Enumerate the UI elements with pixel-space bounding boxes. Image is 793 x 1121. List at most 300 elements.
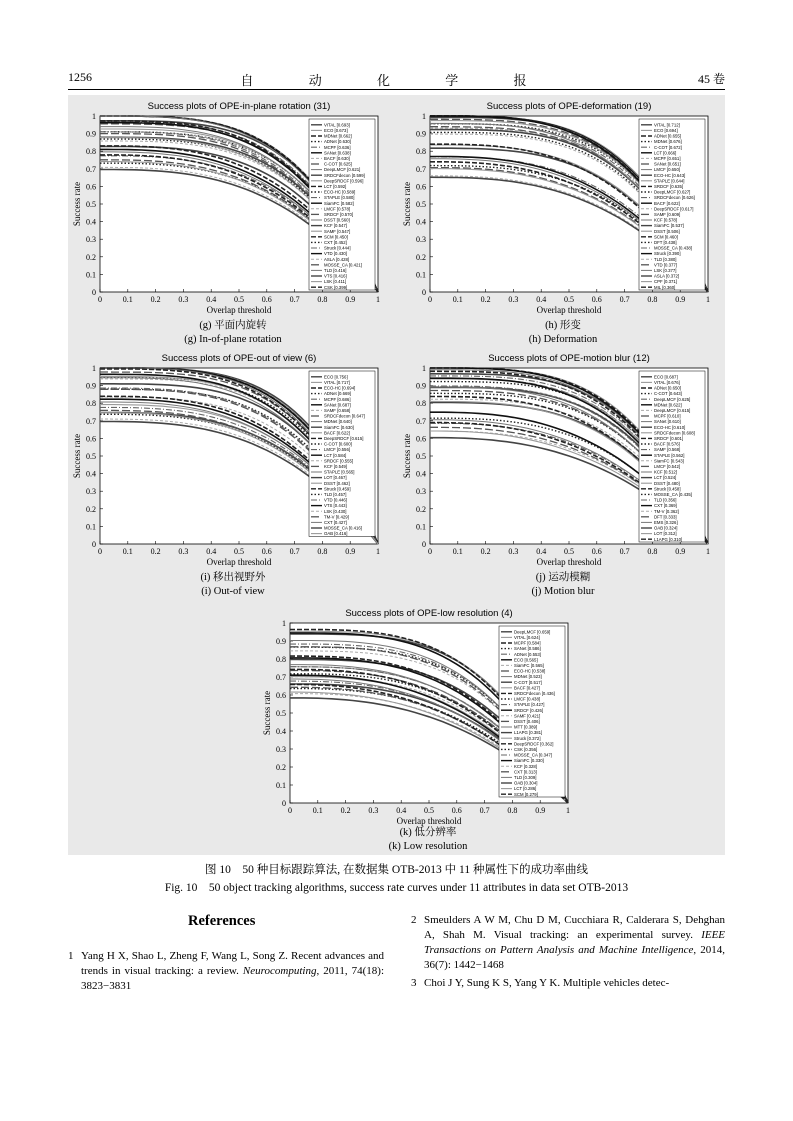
x-tick-label: 0.1 (312, 806, 323, 815)
x-axis-label: Overlap threshold (396, 816, 462, 826)
y-tick-label: 0.3 (86, 235, 96, 245)
reference-authors: Choi J Y, Sung K S, Yang Y K. Multiple vehicles detec- (424, 977, 670, 989)
y-tick-label: 0.3 (416, 487, 426, 497)
x-tick-label: 0.2 (480, 295, 491, 304)
legend-entry: SRDCF [0.570] (324, 212, 354, 217)
reference-3 (411, 976, 725, 991)
x-tick-label: 0.6 (451, 806, 462, 815)
chart-motion-blur (398, 350, 728, 570)
y-tick-label: 0.5 (416, 452, 426, 461)
legend-entry: LMCF [0.542] (654, 464, 681, 469)
y-tick-label: 0.5 (86, 200, 96, 209)
y-tick-label: 0.7 (86, 164, 96, 174)
legend-entry: SRDCF [0.555] (324, 458, 354, 464)
legend-entry: SiamFC [0.537] (654, 223, 684, 229)
legend-entry: SANet [0.610] (654, 419, 681, 425)
y-tick-label: 0.5 (276, 709, 286, 718)
legend-entry: LMCF [0.650] (654, 167, 681, 173)
y-tick-label: 0 (282, 799, 286, 808)
y-tick-label: 0.3 (416, 235, 426, 245)
legend-entry: ECO [0.673] (324, 128, 348, 133)
legend-entry: KCF [0.328] (514, 763, 537, 769)
legend-entry: VITAL [0.693] (324, 122, 350, 128)
legend-entry: BACF [0.622] (324, 430, 350, 436)
caption-i (68, 571, 398, 599)
legend-entry: Struck [0.458] (654, 486, 681, 492)
y-tick-label: 0.7 (276, 673, 286, 682)
chart-title: Success plots of OPE-out of view (6) (161, 353, 317, 364)
x-tick-label: 0.9 (675, 295, 686, 304)
legend-entry: ADNet [0.553] (514, 651, 541, 657)
chart-low-resolution (258, 605, 588, 827)
x-tick-label: 0.6 (261, 295, 272, 304)
legend-entry: VITAL [0.717] (324, 380, 350, 385)
x-tick-label: 0.3 (508, 547, 519, 556)
y-tick-label: 0.6 (416, 434, 426, 444)
legend-entry: STAPLE [0.644] (654, 178, 685, 184)
legend-entry: ECO-HC [0.643] (654, 172, 686, 178)
legend-entry: SAMF [0.547] (324, 228, 351, 234)
x-tick-label: 0.1 (122, 295, 133, 304)
caption-h-en: (h) Deformation (528, 334, 598, 345)
x-tick-label: 0.4 (536, 547, 547, 556)
y-tick-label: 1 (282, 619, 286, 628)
legend-entry: MOSSE_CA [0.421] (324, 262, 362, 268)
legend-entry: SRDCF [0.601] (654, 436, 684, 441)
legend-entry: ECO-HC [0.694] (324, 385, 356, 391)
chart-out-of-view (68, 350, 398, 570)
y-tick-label: 0.8 (86, 399, 96, 409)
legend-entry: SCM [0.450] (324, 234, 348, 240)
reference-1 (68, 949, 384, 994)
legend-entry: Struck [0.390] (654, 251, 681, 257)
y-tick-label: 0.2 (276, 763, 286, 772)
legend-entry: ECO-HC [0.538] (514, 668, 546, 674)
legend-entry: VITAL [0.676] (654, 380, 680, 385)
x-tick-label: 1 (566, 806, 570, 815)
legend-entry: DeepSRDCF [0.362] (514, 741, 554, 747)
legend-entry: SiamFC [0.565] (514, 663, 544, 668)
reference-journal: IEEE Transactions on Pattern Analysis and Machine Intelligence (424, 929, 726, 956)
y-tick-label: 0.8 (416, 147, 426, 157)
legend-entry: SRDCFdecon [0.599] (324, 172, 365, 178)
y-tick-label: 0.8 (86, 147, 96, 157)
reference-journal: Neurocomputing (242, 965, 317, 977)
legend-entry: LCT [0.666] (654, 150, 677, 156)
legend-entry: KCF [0.547] (324, 223, 347, 229)
legend-entry: TLD [0.309] (514, 775, 537, 780)
legend-entry: SRDCFdecon [0.608] (654, 430, 695, 436)
figure-caption-cn: 图 10 50 种目标跟踪算法, 在数据集 OTB-2013 中 11 种属性下的成功率曲线 (205, 864, 588, 876)
y-tick-label: 0.7 (86, 416, 96, 426)
legend-entry: VITAL [0.624] (514, 635, 540, 640)
legend-entry: L1APG [0.381] (514, 730, 543, 736)
x-tick-label: 0.4 (206, 295, 217, 304)
legend-entry: TLD [0.457] (324, 492, 347, 497)
page-number: 1256 (68, 70, 92, 84)
legend-entry: KCF [0.549] (324, 464, 347, 469)
legend-entry: DeepSRDCF [0.615] (324, 436, 364, 441)
legend-entry: SRDCFdecon [0.647] (324, 413, 365, 419)
y-tick-label: 0 (422, 540, 426, 549)
y-tick-label: 0.1 (276, 781, 286, 790)
x-tick-label: 0.5 (424, 806, 434, 815)
chart-svg (68, 98, 398, 318)
caption-j (398, 571, 728, 599)
y-tick-label: 0.9 (416, 129, 426, 139)
reference-authors: Smeulders A W M, Chu D M, Cucchiara R, Calderara S, Dehghan A, Shah M. Visual tracking: an experimental survey. (424, 914, 725, 941)
y-tick-label: 1 (422, 364, 426, 373)
header-rule (68, 89, 725, 90)
legend-entry: TLD [0.380] (654, 256, 677, 262)
legend-entry: STAPLE [0.427] (514, 702, 545, 708)
figure-caption-en: Fig. 10 50 object tracking algorithms, success rate curves under 11 attributes in data set OTB-2013 (164, 882, 629, 894)
y-tick-label: 0.4 (416, 217, 426, 227)
x-tick-label: 0.7 (619, 547, 630, 556)
legend-entry: CSK [0.399] (324, 284, 348, 290)
y-tick-label: 0.6 (86, 182, 96, 192)
chart-svg (398, 350, 728, 570)
legend-entry: DeepSRDCF [0.596] (324, 178, 364, 184)
x-tick-label: 0.8 (507, 806, 518, 815)
x-tick-label: 0.1 (452, 547, 463, 556)
legend-entry: MCPF [0.651] (654, 156, 681, 161)
legend-entry: LMCF [0.556] (324, 447, 351, 453)
caption-h-cn: (h) 形变 (545, 320, 581, 331)
y-tick-label: 0.9 (86, 381, 96, 391)
legend-entry: VTS [0.443] (324, 503, 347, 509)
legend-entry: SAMF [0.568] (654, 447, 681, 453)
x-tick-label: 0.1 (452, 295, 463, 304)
legend-entry: C-COT [0.600] (324, 441, 352, 447)
reference-details: , 2011, 74(18): 3823−3831 (81, 965, 385, 992)
legend-entry: LCT [0.592] (324, 184, 347, 189)
legend-entry: Struck [0.372] (514, 735, 541, 741)
legend-entry: LCT [0.524] (654, 475, 677, 481)
chart-in-plane-rotation (68, 98, 398, 318)
y-tick-label: 0.5 (86, 452, 96, 461)
legend-entry: DSST [0.462] (324, 480, 350, 486)
legend-entry: DFT [0.333] (654, 514, 677, 520)
legend-entry: CSK [0.356] (514, 747, 538, 752)
legend-entry: VTD [0.430] (324, 251, 347, 257)
legend-entry: SAMF [0.609] (654, 212, 681, 217)
x-tick-label: 0.5 (234, 547, 244, 556)
legend-entry: SAMF [0.658] (324, 408, 351, 413)
chart-svg (258, 605, 588, 827)
x-tick-label: 0.2 (340, 806, 351, 815)
legend-entry: DSST [0.560] (324, 217, 350, 223)
legend-entry: TM-V [0.429] (324, 514, 349, 520)
chart-deformation (398, 98, 728, 318)
x-axis-label: Overlap threshold (206, 305, 272, 315)
y-tick-label: 1 (422, 112, 426, 121)
x-tick-label: 0 (98, 547, 102, 556)
legend-entry: TLD [0.416] (324, 268, 347, 273)
x-tick-label: 0 (288, 806, 292, 815)
y-tick-label: 0.2 (86, 504, 96, 514)
legend-entry: MOSSE_CA [0.438] (654, 245, 692, 251)
legend-entry: DeepSRDCF [0.617] (654, 206, 694, 212)
x-tick-label: 0.8 (317, 295, 328, 304)
y-tick-label: 0.4 (86, 217, 96, 227)
y-tick-label: 0.1 (416, 522, 426, 532)
x-tick-label: 0.5 (564, 547, 574, 556)
legend-entry: LSK [0.377] (654, 268, 677, 273)
legend-entry: SANet [0.651] (654, 161, 681, 167)
legend-entry: ECO [0.565] (514, 657, 538, 663)
legend-entry: MIL [0.360] (654, 284, 676, 290)
x-tick-label: 0 (428, 547, 432, 556)
y-tick-label: 0.3 (86, 487, 96, 497)
y-tick-label: 0 (422, 288, 426, 297)
x-tick-label: 0.9 (345, 547, 356, 556)
legend-entry: SANet [0.586] (514, 646, 541, 652)
legend-entry: KCF [0.578] (654, 217, 677, 223)
chart-title: Success plots of OPE-motion blur (12) (488, 353, 650, 364)
legend-entry: TLD [0.356] (654, 497, 677, 503)
x-tick-label: 1 (376, 547, 380, 556)
y-tick-label: 0.2 (416, 504, 426, 514)
legend-entry: VTD [0.377] (654, 262, 677, 268)
y-tick-label: 0.2 (416, 252, 426, 262)
legend-entry: CXT [0.313] (514, 769, 537, 775)
y-tick-label: 0.8 (276, 655, 286, 664)
x-tick-label: 0.3 (508, 295, 519, 304)
legend-entry: SAMF [0.421] (514, 713, 541, 719)
y-tick-label: 0.1 (416, 270, 426, 280)
y-tick-label: 0.7 (416, 164, 426, 174)
legend-entry: ECO-HC [0.589] (324, 189, 356, 195)
legend-entry: SANet [0.638] (324, 150, 351, 156)
x-tick-label: 1 (706, 295, 710, 304)
legend-entry: ADNet [0.650] (654, 385, 681, 391)
chart-svg (68, 350, 398, 570)
legend-entry: C-COT [0.643] (654, 391, 682, 397)
y-tick-label: 0.2 (86, 252, 96, 262)
legend-entry: STAPLE [0.562] (654, 452, 685, 458)
y-tick-label: 0.1 (86, 270, 96, 280)
x-tick-label: 0.3 (178, 295, 189, 304)
x-tick-label: 0.8 (647, 547, 658, 556)
y-tick-label: 0.6 (86, 434, 96, 444)
x-tick-label: 0.6 (591, 547, 602, 556)
y-tick-label: 0.3 (276, 745, 286, 754)
legend-entry: TM-V [0.362] (654, 508, 679, 514)
legend-entry: DeepLMCF [0.627] (654, 189, 691, 195)
legend-entry: SANet [0.687] (324, 402, 351, 408)
y-tick-label: 0 (92, 540, 96, 549)
y-tick-label: 0.4 (416, 469, 426, 479)
caption-j-en: (j) Motion blur (531, 586, 595, 597)
legend-entry: SCM [0.279] (514, 791, 538, 797)
legend-entry: VTD [0.446] (324, 497, 347, 503)
x-tick-label: 0.9 (675, 547, 686, 556)
y-tick-label: 0.7 (416, 416, 426, 426)
legend-entry: MDNet [0.676] (654, 139, 682, 145)
legend-entry: LSK [0.430] (324, 508, 347, 514)
y-axis-label: Success rate (402, 181, 412, 227)
x-tick-label: 0.9 (345, 295, 356, 304)
y-tick-label: 1 (92, 364, 96, 373)
legend-entry: SRDCF [0.426] (514, 707, 544, 713)
legend-entry: MOSSE_CA [0.435] (654, 492, 692, 497)
legend-entry: ECO [0.694] (654, 128, 678, 133)
legend-entry: LSK [0.411] (324, 279, 347, 285)
legend-entry: DSST [0.480] (654, 480, 680, 486)
x-tick-label: 0.9 (535, 806, 546, 815)
x-tick-label: 0.4 (206, 547, 217, 556)
x-tick-label: 0.2 (150, 547, 161, 556)
x-tick-label: 0.8 (317, 547, 328, 556)
caption-g (68, 319, 398, 347)
x-tick-label: 0.7 (289, 547, 300, 556)
legend-entry: DeepLMCF [0.625] (654, 396, 691, 402)
legend-entry: OAB [0.324] (654, 525, 678, 531)
legend-entry: SRDCFdecon [0.436] (514, 691, 555, 696)
legend-entry: VITAL [0.712] (654, 122, 680, 128)
legend-entry: BACF [0.427] (514, 685, 540, 691)
x-tick-label: 1 (376, 295, 380, 304)
legend-entry: C-COT [0.672] (654, 144, 682, 150)
legend-entry: MDNet [0.662] (324, 133, 352, 139)
legend-entry: VTS [0.416] (324, 273, 347, 279)
y-tick-label: 0.6 (276, 691, 286, 700)
caption-j-cn: (j) 运动模糊 (535, 572, 591, 583)
legend-entry: SiamFC [0.330] (514, 758, 544, 764)
x-tick-label: 0.2 (150, 295, 161, 304)
y-tick-label: 0.9 (276, 637, 286, 646)
legend-entry: MDNet [0.640] (324, 419, 352, 425)
y-axis-label: Success rate (72, 433, 82, 479)
references-heading: References (188, 913, 256, 929)
legend-entry: MDNet [0.523] (514, 674, 542, 680)
chart-title: Success plots of OPE-deformation (19) (486, 101, 652, 112)
x-axis-label: Overlap threshold (206, 557, 272, 567)
x-tick-label: 0.6 (261, 547, 272, 556)
x-tick-label: 0.7 (619, 295, 630, 304)
x-tick-label: 0.7 (479, 806, 490, 815)
journal-title: 自 动 化 学 报 (240, 73, 553, 88)
x-tick-label: 0.4 (536, 295, 547, 304)
legend-entry: CPF [0.371] (654, 279, 677, 285)
legend-entry: Struck [0.444] (324, 245, 351, 251)
legend-entry: SiamFC [0.630] (324, 424, 354, 430)
x-tick-label: 0.5 (234, 295, 244, 304)
x-tick-label: 1 (706, 547, 710, 556)
legend-entry: EMS [0.326] (654, 520, 678, 525)
caption-k-cn: (k) 低分辨率 (399, 827, 457, 838)
y-tick-label: 0.5 (416, 200, 426, 209)
x-tick-label: 0 (428, 295, 432, 304)
x-tick-label: 0.2 (480, 547, 491, 556)
legend-entry: LCT [0.286] (514, 786, 537, 792)
x-tick-label: 0 (98, 295, 102, 304)
x-tick-label: 0.1 (122, 547, 133, 556)
reference-number: 3 (411, 977, 417, 989)
y-tick-label: 0.9 (86, 129, 96, 139)
legend-entry: STAPLE [0.580] (324, 195, 355, 201)
legend-entry: SRDCFdecon [0.626] (654, 195, 695, 201)
legend-entry: LCT [0.584] (324, 452, 347, 458)
legend-entry: SCM [0.460] (654, 234, 678, 240)
legend-entry: MCPF [0.686] (324, 396, 351, 402)
reference-authors: Yang H X, Shao L, Zheng F, Wang L, Song Z. Recent advances and trends in visual tracking: a review. (81, 950, 384, 977)
legend-entry: MCPF [0.610] (654, 413, 681, 419)
legend-entry: MTT [0.389] (514, 724, 538, 730)
y-axis-label: Success rate (402, 433, 412, 479)
legend-entry: DSST [0.406] (514, 719, 540, 724)
legend-entry: ASLA [0.372] (654, 273, 680, 279)
running-header (68, 70, 725, 88)
x-tick-label: 0.3 (368, 806, 379, 815)
x-tick-label: 0.8 (647, 295, 658, 304)
x-tick-label: 0.7 (289, 295, 300, 304)
legend-entry: LOT [0.312] (654, 531, 677, 537)
legend-entry: DeepLMCF [0.615] (654, 408, 691, 413)
x-tick-label: 0.4 (396, 806, 407, 815)
legend-entry: DeepLMCF [0.621] (324, 167, 361, 173)
legend-entry: STAPLE [0.565] (324, 469, 355, 475)
legend-entry: ADNet [0.655] (654, 133, 681, 139)
legend-entry: DeepLMCF [0.659] (514, 629, 551, 635)
reference-details: , 2014, 36(7): 1442−1468 (424, 944, 726, 971)
legend-entry: C-COT [0.517] (514, 679, 542, 685)
x-tick-label: 0.5 (564, 295, 574, 304)
y-axis-label: Success rate (72, 181, 82, 227)
y-tick-label: 0.4 (276, 727, 286, 736)
y-tick-label: 0.9 (416, 381, 426, 391)
legend-entry: MDNet [0.622] (654, 402, 682, 408)
legend-entry: CXT [0.369] (654, 503, 677, 509)
volume-label: 45 卷 (697, 72, 725, 86)
caption-g-cn: (g) 平面内旋转 (199, 320, 267, 331)
caption-i-en: (i) Out-of view (201, 586, 265, 597)
x-tick-label: 0.3 (178, 547, 189, 556)
legend-entry: ASLA [0.428] (324, 256, 350, 262)
legend-entry: C-COT [0.625] (324, 161, 352, 167)
y-tick-label: 0.6 (416, 182, 426, 192)
y-tick-label: 0 (92, 288, 96, 297)
chart-title: Success plots of OPE-low resolution (4) (345, 608, 513, 619)
legend-entry: ECO-HC [0.610] (654, 424, 686, 430)
legend-entry: LMCF [0.578] (324, 206, 351, 212)
caption-h (398, 319, 728, 347)
legend-entry: CXT [0.452] (324, 240, 347, 245)
legend-entry: L1APG [0.310] (654, 536, 683, 542)
legend-entry: OAB [0.304] (514, 780, 538, 786)
reference-2 (411, 913, 725, 973)
y-tick-label: 1 (92, 112, 96, 121)
legend-entry: MCPF [0.584] (514, 640, 541, 646)
legend-entry: BACF [0.576] (654, 441, 680, 447)
caption-k (263, 826, 593, 854)
legend-entry: CXT [0.427] (324, 520, 347, 525)
legend-entry: BACF [0.622] (654, 200, 680, 206)
legend-entry: MOSSE_CA [0.347] (514, 752, 552, 758)
x-axis-label: Overlap threshold (536, 305, 602, 315)
legend-entry: Struck [0.459] (324, 486, 351, 492)
x-axis-label: Overlap threshold (536, 557, 602, 567)
y-tick-label: 0.1 (86, 522, 96, 532)
legend-entry: SRDCF [0.635] (654, 184, 684, 189)
legend-entry: LOT [0.467] (324, 475, 347, 481)
y-axis-label: Success rate (262, 690, 272, 736)
legend-entry: OAB [0.416] (324, 531, 348, 537)
legend-entry: ECO [0.756] (324, 374, 348, 380)
chart-title: Success plots of OPE-in-plane rotation (31) (147, 101, 331, 112)
legend-entry: DFT [0.438] (654, 240, 677, 245)
